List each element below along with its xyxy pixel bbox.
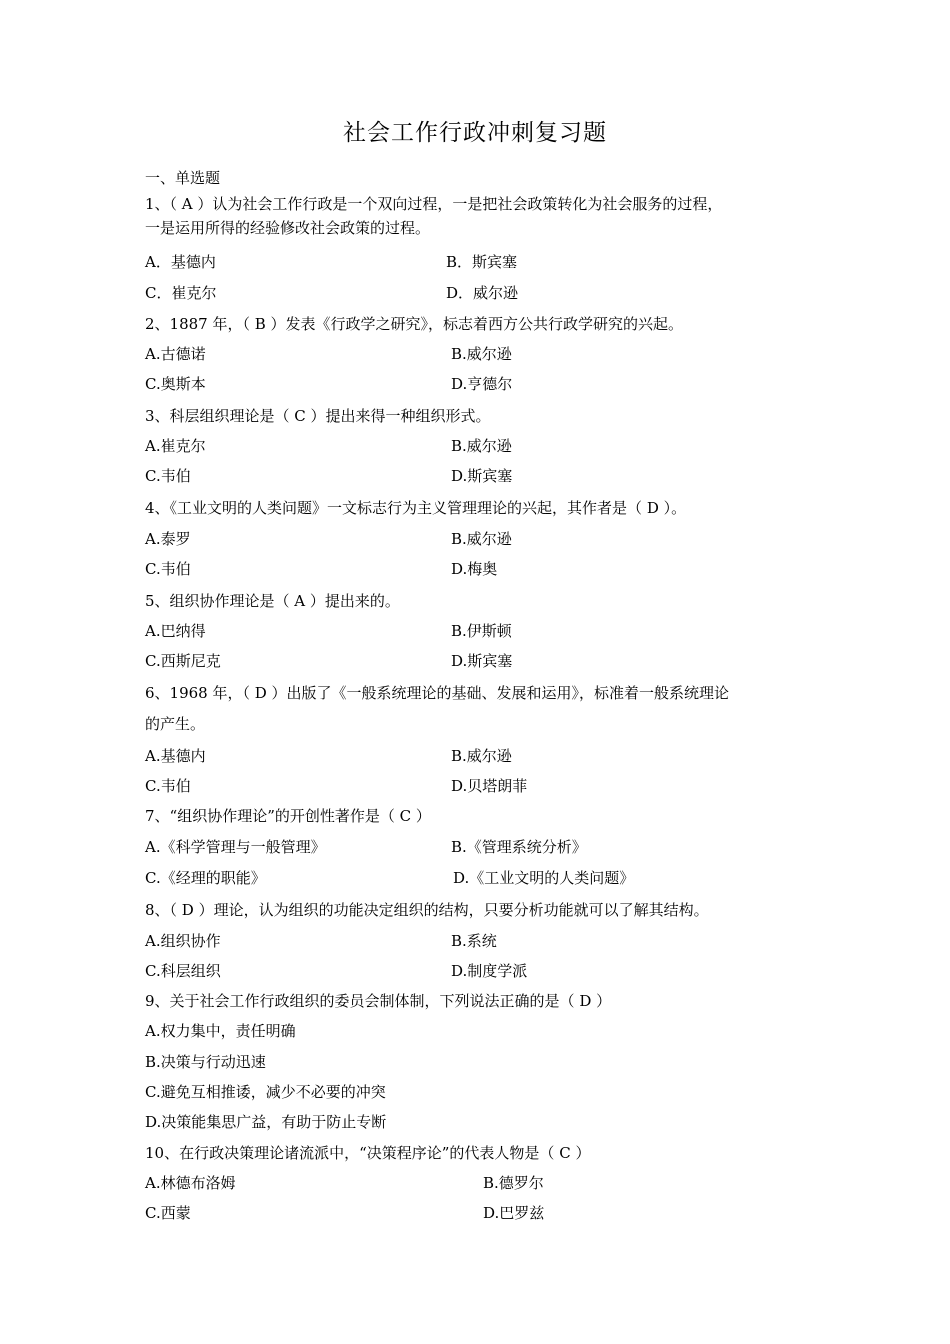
question-10-option-b: B.德罗尔	[483, 1174, 544, 1192]
question-1-stem-cont: 一是运用所得的经验修改社会政策的过程。	[145, 219, 431, 237]
section-heading: 一、单选题	[145, 169, 221, 187]
question-6-option-d: D.贝塔朗菲	[451, 777, 528, 795]
question-1-option-a: A．基德内	[145, 253, 216, 271]
question-8-option-d: D.制度学派	[451, 962, 528, 980]
question-6-stem: 6、1968 年，（ D ）出版了《一般系统理论的基础、发展和运用》，标准着一般系统理论	[145, 684, 730, 702]
question-8-option-b: B.系统	[451, 932, 497, 950]
question-7-option-b: B.《管理系统分析》	[451, 838, 587, 856]
question-5-stem: 5、组织协作理论是（ A ）提出来的。	[145, 592, 400, 610]
question-3-option-b: B.威尔逊	[451, 437, 512, 455]
question-3-option-c: C.韦伯	[145, 467, 191, 485]
question-9-option-a: A.权力集中，责任明确	[145, 1022, 296, 1040]
question-2-option-d: D.亨德尔	[451, 375, 513, 393]
question-2-option-c: C.奥斯本	[145, 375, 206, 393]
question-9-stem: 9、关于社会工作行政组织的委员会制体制，下列说法正确的是（ D ）	[145, 992, 612, 1010]
question-7-option-a: A.《科学管理与一般管理》	[145, 838, 326, 856]
question-6-option-c: C.韦伯	[145, 777, 191, 795]
question-7-option-c: C.《经理的职能》	[145, 869, 266, 887]
question-2-option-a: A.古德诺	[145, 345, 206, 363]
question-6-stem-cont: 的产生。	[145, 715, 206, 733]
question-10-stem: 10、在行政决策理论诸流派中，“决策程序论”的代表人物是（ C ）	[145, 1144, 591, 1162]
question-10-option-d: D.巴罗兹	[483, 1204, 545, 1222]
question-9-option-d: D.决策能集思广益，有助于防止专断	[145, 1113, 387, 1131]
question-8-stem: 8、（ D ）理论，认为组织的功能决定组织的结构，只要分析功能就可以了解其结构。	[145, 901, 709, 919]
question-6-option-b: B.威尔逊	[451, 747, 512, 765]
question-10-option-c: C.西蒙	[145, 1204, 191, 1222]
question-3-option-d: D.斯宾塞	[451, 467, 513, 485]
question-9-option-b: B.决策与行动迅速	[145, 1053, 266, 1071]
question-10-option-a: A.林德布洛姆	[145, 1174, 236, 1192]
question-2-stem: 2、1887 年，（ B ）发表《行政学之研究》，标志着西方公共行政学研究的兴起。	[145, 315, 684, 333]
question-7-option-d: D.《工业文明的人类问题》	[453, 869, 635, 887]
question-5-option-d: D.斯宾塞	[451, 652, 513, 670]
question-5-option-a: A.巴纳得	[145, 622, 206, 640]
question-3-stem: 3、科层组织理论是（ C ）提出来得一种组织形式。	[145, 407, 491, 425]
question-5-option-c: C.西斯尼克	[145, 652, 221, 670]
question-4-option-a: A.泰罗	[145, 530, 191, 548]
question-1-option-c: C．崔克尔	[145, 284, 217, 302]
question-1-stem: 1、（ A ）认为社会工作行政是一个双向过程，一是把社会政策转化为社会服务的过程，	[145, 195, 723, 213]
question-4-option-c: C.韦伯	[145, 560, 191, 578]
question-9-option-c: C.避免互相推诿，减少不必要的冲突	[145, 1083, 386, 1101]
question-7-stem: 7、“组织协作理论”的开创性著作是（ C ）	[145, 807, 431, 825]
question-3-option-a: A.崔克尔	[145, 437, 206, 455]
question-1-option-d: D．威尔逊	[446, 284, 519, 302]
question-5-option-b: B.伊斯顿	[451, 622, 512, 640]
question-8-option-c: C.科层组织	[145, 962, 221, 980]
question-2-option-b: B.威尔逊	[451, 345, 512, 363]
question-4-option-b: B.威尔逊	[451, 530, 512, 548]
question-4-stem: 4、《工业文明的人类问题》一文标志行为主义管理理论的兴起，其作者是（ D ）。	[145, 499, 687, 517]
page-title: 社会工作行政冲刺复习题	[343, 120, 607, 146]
question-6-option-a: A.基德内	[145, 747, 206, 765]
question-8-option-a: A.组织协作	[145, 932, 221, 950]
question-4-option-d: D.梅奥	[451, 560, 498, 578]
question-1-option-b: B．斯宾塞	[446, 253, 518, 271]
